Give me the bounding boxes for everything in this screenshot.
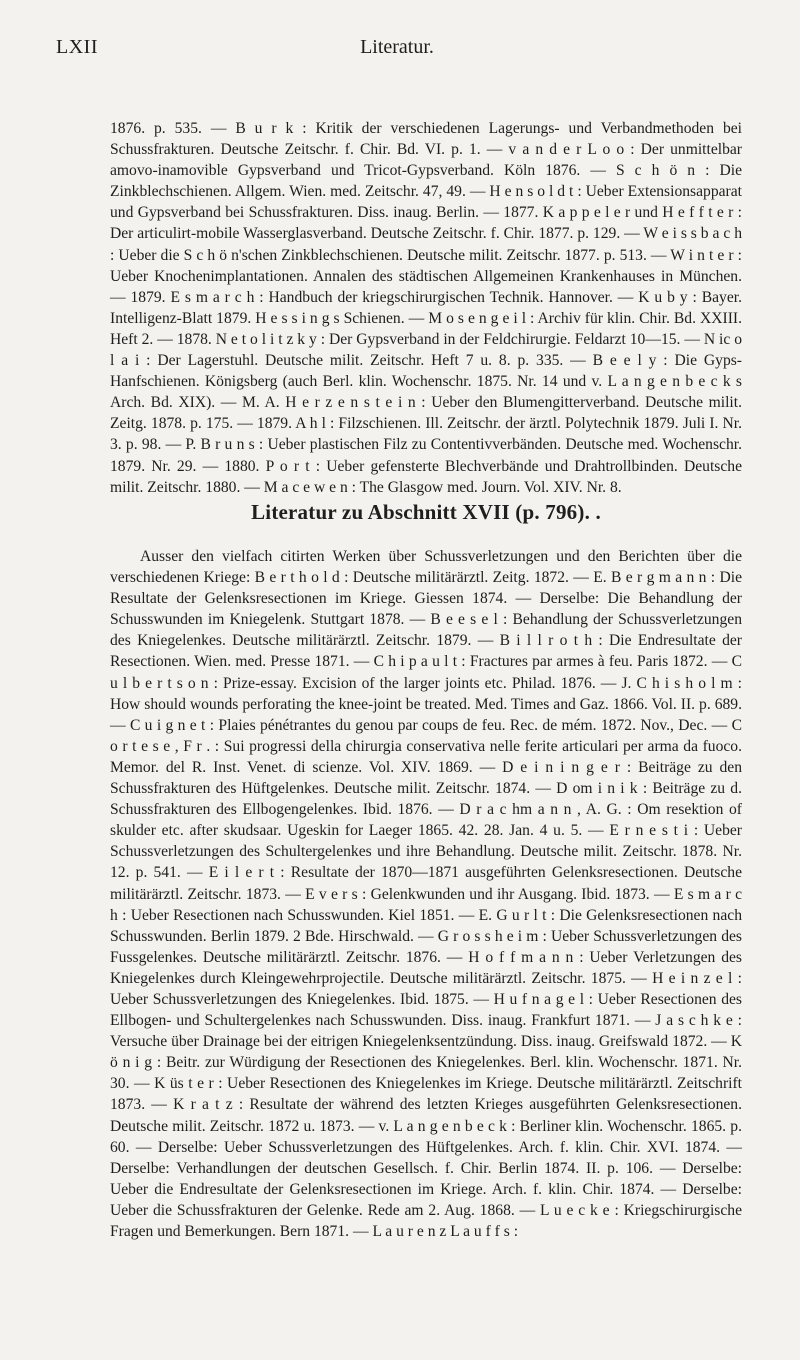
bibliography-paragraph-2 [110,546,742,1242]
section-heading: Literatur zu Abschnitt XVII (p. 796). . [251,500,601,524]
page-header [56,36,738,66]
page-number: LXII [56,36,98,58]
paragraph-text: Ausser den vielfach citirten Werken über Schussverletzungen und den Berichten über die verschiedenen Kriege: B e r t h o l d : Deutsche militärärztl. Zeitg. 1872. — E. B e r g m a n n : Die Resultate der Gelenksresectionen im Kriege. Giessen 1874. — Derselbe: Die Behandlung der Schusswunden im Kniegelenk. Stuttgart 1878. — B e e s e l : Behandlung der Schussverletzungen des Kniegelenkes. Deutsche militärärztl. Zeitschr. 1879. — B i l l r o t h : Die Endresultate der Resectionen. Wien. med. Presse 1871. — C h i p a u l t : Fractures par armes à feu. Paris 1872. — C u l b e r t s o n : Prize-essay. Excision of the larger joints etc. Philad. 1876. — J. C h i s h o l m : How should wounds perforating the knee-joint be treated. Med. Times and Gaz. 1866. Vol. II. p. 689. — C u i g n e t : Plaies pénétrantes du genou par coups de feu. Rec. de mém. 1872. Nov., Dec. — C o r t e s e , F r . : Sui progressi della chirurgia conservativa nelle ferite articulari per arma da fuoco. Memor. del R. Inst. Venet. di scienze. Vol. XIV. 1869. — D e i n i n g e r : Beiträge zu den Schussfrakturen des Hüftgelenkes. Deutsche milit. Zeitschr. 1874. — D om i n i k : Beiträge zu d. Schussfrakturen des Ellbogengelenkes. Ibid. 1876. — D r a c hm a n n , A. G. : Om resektion of skulder etc. after skudsaar. Ugeskin for Laeger 1865. 42. 28. Jan. 4 u. 5. — E r n e s t i : Ueber Schussverletzungen des Schultergelenkes und ihre Behandlung. Deutsche milit. Zeitschr. 1878. Nr. 12. p. 541. — E i l e r t : Resultate der 1870—1871 ausgeführten Gelenksresectionen. Deutsche militärärztl. Zeitschr. 1873. — E v e r s : Gelenkwunden und ihr Ausgang. Ibid. 1873. — E s m a r c h : Ueber Resectionen nach Schusswunden. Kiel 1851. — E. G u r l t : Die Gelenksresectionen nach Schusswunden. Berlin 1879. 2 Bde. Hirschwald. — G r o s s h e i m : Ueber Schussverletzungen des Fussgelenkes. Deutsche militärärztl. Zeitschr. 1876. — H o f f m a n n : Ueber Verletzungen des Kniegelenkes durch Kleingewehrprojectile. Deutsche militärärztl. Zeitschr. 1875. — H e i n z e l : Ueber Schussverletzungen des Kniegelenkes. Ibid. 1875. — H u f n a g e l : Ueber Resectionen des Ellbogen- und Schultergelenkes nach Schusswunden. Diss. inaug. Frankfurt 1871. — J a s c h k e : Versuche über Drainage bei der eitrigen Kniegelenksentzündung. Diss. inaug. Greifswald 1872. — K ö n i g : Beitr. zur Würdigung der Resectionen des Kniegelenkes. Berl. klin. Wochenschr. 1871. Nr. 30. — K üs t e r : Ueber Resectionen des Kniegelenkes im Kriege. Deutsche militärärztl. Zeitschrift 1873. — K r a t z : Resultate der während des letzten Krieges ausgeführten Gelenksresectionen. Deutsche milit. Zeitschr. 1872 u. 1873. — v. L a n g e n b e c k : Berliner klin. Wochenschr. 1865. p. 60. — Derselbe: Ueber Schussverletzungen des Hüftgelenkes. Arch. f. klin. Chir. XVI. 1874. — Derselbe: Verhandlungen der deutschen Gesellsch. f. Chir. Berlin 1874. II. p. 106. — Derselbe: Ueber die Endresultate der Gelenksresectionen im Kriege. Arch. f. klin. Chir. 1874. — Derselbe: Ueber die Schussfrakturen der Gelenke. Rede am 2. Aug. 1868. — L u e c k e : Kriegschirurgische Fragen und Bemerkungen. Bern 1871. — L a u r e n z L a u f f s : [110,548,742,1240]
bibliography-paragraph-1 [110,118,742,498]
running-title: Literatur. [360,36,434,58]
paragraph-text: 1876. p. 535. — B u r k : Kritik der verschiedenen Lagerungs- und Verbandmethoden bei Schussfrakturen. Deutsche Zeitschr. f. Chir. Bd. VI. p. 1. — v a n d e r L o o : Der unmittelbar amovo-inamovible Gypsverband und Tricot-Gypsverband. Köln 1876. — S c h ö n : Die Zinkblechschienen. Allgem. Wien. med. Zeitschr. 47, 49. — H e n s o l d t : Ueber Extensionsapparat und Gypsverband bei Schussfrakturen. Diss. inaug. Berlin. — 1877. K a p p e l e r und H e f f t e r : Der articulirt-mobile Wasserglasverband. Deutsche Zeitschr. f. Chir. 1877. p. 129. — W e i s s b a c h : Ueber die S c h ö n'schen Zinkblechschienen. Deutsche milit. Zeitschr. 1877. p. 513. — W i n t e r : Ueber Knochenimplantationen. Annalen des städtischen Allgemeinen Krankenhauses in München. — 1879. E s m a r c h : Handbuch der kriegschirurgischen Technik. Hannover. — K u b y : Bayer. Intelligenz-Blatt 1879. H e s s i n g s Schienen. — M o s e n g e i l : Archiv für klin. Chir. Bd. XXIII. Heft 2. — 1878. N e t o l i t z k y : Der Gypsverband in der Feldchirurgie. Feldarzt 10—15. — N ic o l a i : Der Lagerstuhl. Deutsche milit. Zeitschr. Heft 7 u. 8. p. 335. — B e e l y : Die Gyps-Hanfschienen. Königsberg (auch Berl. klin. Wochenschr. 1875. Nr. 14 und v. L a n g e n b e c k s Arch. Bd. XIX). — M. A. H e r z e n s t e i n : Ueber den Blumengitterverband. Deutsche milit. Zeitg. 1878. p. 175. — 1879. A h l : Filzschienen. Ill. Zeitschr. der ärztl. Polytechnik 1879. Juli I. Nr. 3. p. 98. — P. B r u n s : Ueber plastischen Filz zu Contentivverbänden. Deutsche med. Wochenschr. 1879. Nr. 29. — 1880. P o r t : Ueber gefensterte Blechverbände und Drahtrollbinden. Deutsche milit. Zeitschr. 1880. — M a c e w e n : The Glasgow med. Journ. Vol. XIV. Nr. 8. [110,120,742,496]
